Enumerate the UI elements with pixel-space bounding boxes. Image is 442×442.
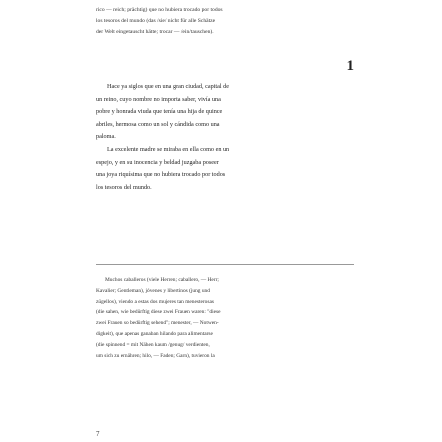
gloss-line: rico — reich; prächtig) que no hubiera trocado por todos <box>96 7 223 13</box>
gloss-line: der Welt eingetauscht hätte; trocar — /ein/tauschen). <box>96 29 214 35</box>
paragraph-line: espejo, y en su inocencia y beldad juzgaba poseer <box>96 158 219 166</box>
paragraph-line: los tesoros del mundo. <box>96 183 152 191</box>
main-text <box>96 81 354 194</box>
paragraph-line: abriles, hermosa como un sol y cándida como una <box>96 120 220 128</box>
paragraph-line: una joya riquísima que no hubiera trocado por todos <box>96 171 226 179</box>
note-line: um sich zu ernähren; hilo, — Faden; Garn), tuvieron la <box>96 352 215 359</box>
note-line: Muchos caballeros (viele Herren; caballero, — Herr; <box>105 277 219 283</box>
top-gloss-block <box>96 5 354 38</box>
page-number: 7 <box>96 430 100 438</box>
paragraph-line: Hace ya siglos que en una gran ciudad, capital de <box>107 83 229 90</box>
book-page <box>96 0 356 442</box>
paragraph-line: un reino, cuyo nombre no importa saber, vivía una <box>96 95 221 103</box>
note-line: zwei Frauen so bedürftig sehend"; menester, — Notwen- <box>96 320 219 327</box>
paragraph-line: paloma. <box>96 133 116 141</box>
paragraph-line: pobre y honrada viuda que tenía una hija de quince <box>96 108 223 116</box>
annotated-notes <box>96 275 354 361</box>
note-line: (die sahen, wie bedürftig diese zwei Frauen waren: "diese <box>96 309 221 316</box>
note-line: (die spinnend = mit Nähen kaum /genug/ verdienten, <box>96 341 210 348</box>
note-line: zügellos), viendo a estas dos mujeres tan menesterosas <box>96 298 214 305</box>
note-line: digkeit), que apenas ganaban hilando para alimentarse <box>96 330 213 337</box>
gloss-line: los tesoros del mundo (das /sie/ nicht für alle Schätze <box>96 18 216 24</box>
section-divider <box>96 264 354 265</box>
paragraph-line: La excelente madre se miraba en ella como en un <box>107 145 230 153</box>
chapter-number: 1 <box>346 58 354 74</box>
note-line: Kavalier; Gentleman), jóvenes y libertinos (jung und <box>96 287 210 294</box>
